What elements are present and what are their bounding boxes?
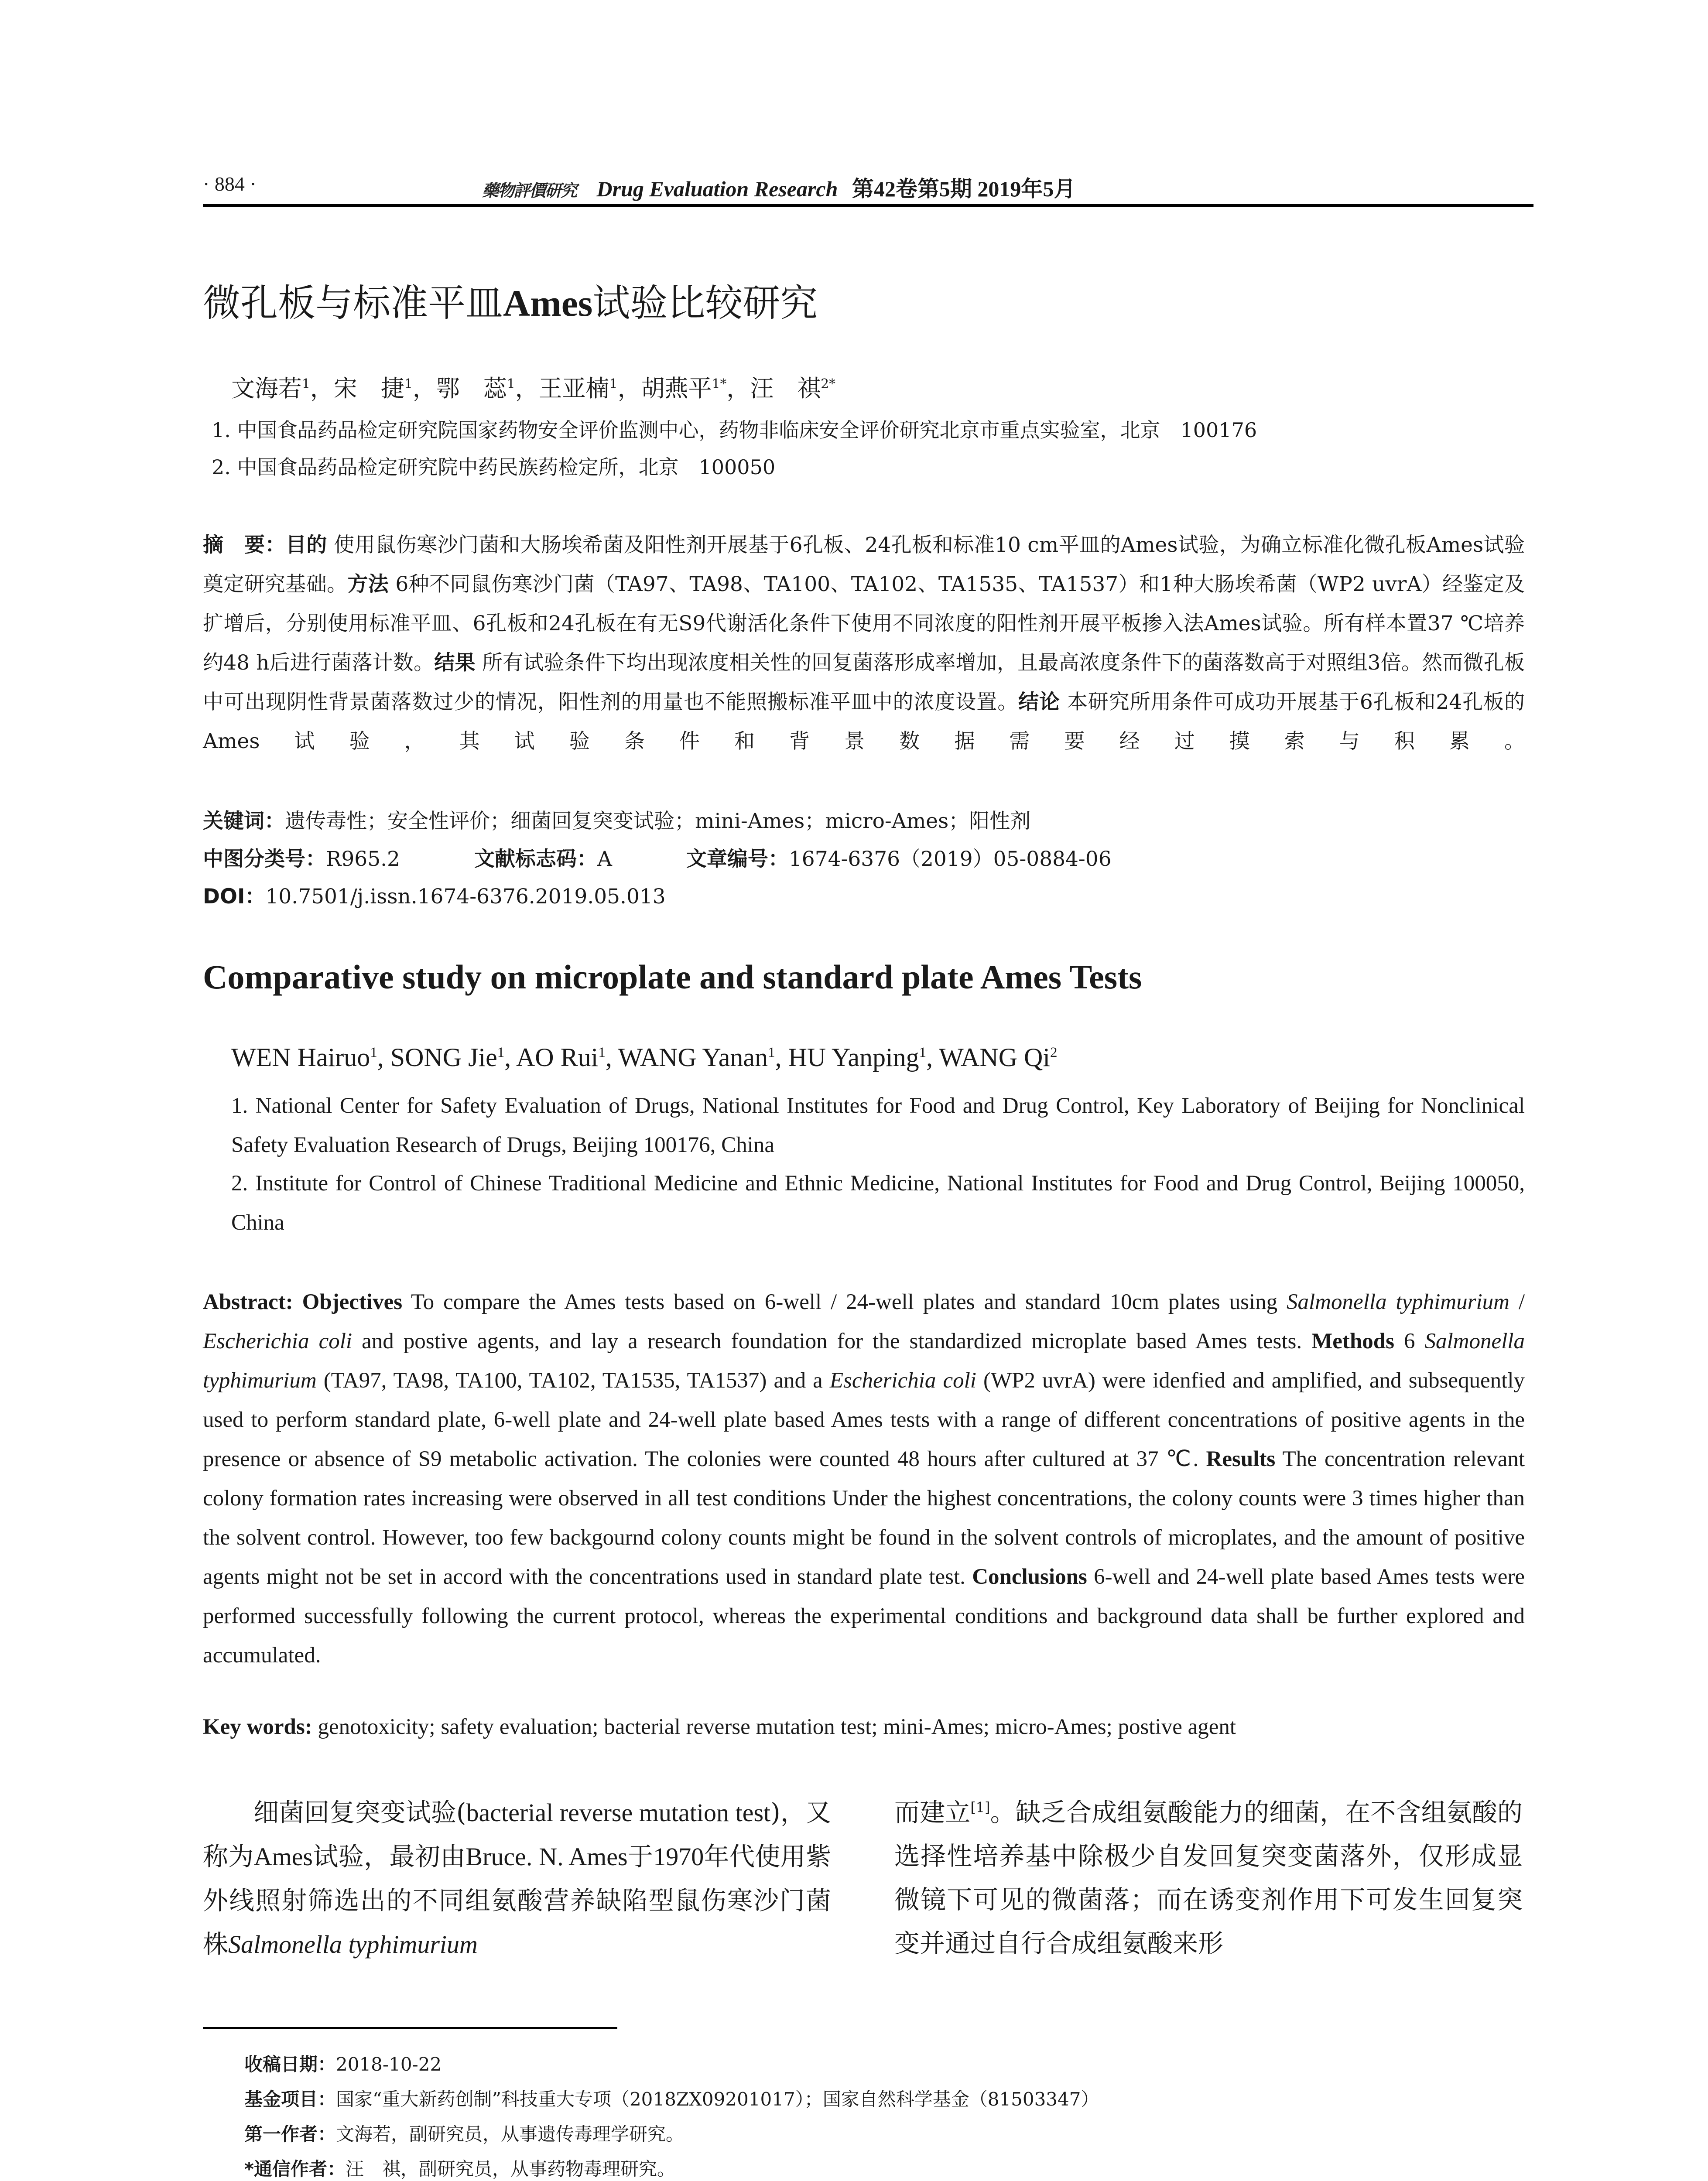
journal-logo: 藥物評價研究	[482, 181, 577, 200]
footnote-rule	[203, 2027, 617, 2029]
keywords-en: Key words: genotoxicity; safety evaluation; bacterial reverse mutation test; mini-Ames; micro-Ames; postive agent	[203, 1715, 1236, 1739]
title-cn: 微孔板与标准平皿Ames试验比较研究	[203, 281, 818, 325]
abstract-en: Abstract: Objectives To compare the Ames tests based on 6-well / 24-well plates and standard 10cm plates using Salmonella typhimurium / Escherichia coli and postive agents, and lay a research foundation for the standardized microplate based Ames tests. Methods 6 Salmonella typhimurium (TA97, TA98, TA100, TA102, TA1535, TA1537) and a Escherichia coli (WP2 uvrA) were idenfied and amplified, and subsequently used to perform standard plate, 6-well plate and 24-well plate based Ames tests with a range of different concentrations of positive agents in the presence or absence of S9 metabolic activation. The colonies were counted 48 hours after cultured at 37 ℃. Results The concentration relevant colony formation rates increasing were observed in all test conditions Under the highest concentrations, the colony counts were 3 times higher than the solvent control. However, too few backgournd colony counts might be found in the solvent controls of microplates, and the amount of positive agents might not be set in accord with the concentrations used in standard plate test. Conclusions 6-well and 24-well plate based Ames tests were performed successfully following the current protocol, whereas the experimental conditions and background data shall be further explored and accumulated.	[203, 1290, 1525, 1668]
journal-name-en: Drug Evaluation Research	[596, 177, 838, 201]
author: 胡燕平	[641, 375, 712, 402]
journal-issue: 第42卷第5期 2019年5月	[852, 177, 1076, 201]
classification-line: 中图分类号：R965.2 文献标志码：A 文章编号：1674-6376（2019）05-0884-06	[203, 847, 1112, 871]
footnote-fund: 基金项目：国家“重大新药创制”科技重大专项（2018ZX09201017）；国家自然科学基金（81503347）	[244, 2089, 1099, 2110]
affiliation-cn-2: 2. 中国食品药品检定研究院中药民族药检定所，北京 100050	[212, 455, 776, 479]
author: 鄂 蕊	[436, 375, 507, 402]
author: 汪 祺	[750, 375, 821, 402]
affiliation-en-2: 2. Institute for Control of Chinese Traditional Medicine and Ethnic Medicine, National Institutes for Food and Drug Control, Beijing 100050, China	[231, 1171, 1525, 1235]
body-column-right: 而建立[1]。缺乏合成组氨酸能力的细菌，在不含组氨酸的选择性培养基中除极少自发回复突变菌落外，仅形成显微镜下可见的微菌落；而在诱变剂作用下可发生回复突变并通过自行合成组氨酸来形	[894, 1798, 1523, 1958]
affiliation-en-1: 1. National Center for Safety Evaluation of Drugs, National Institutes for Food and Drug Control, Key Laboratory of Beijing for Nonclinical Safety Evaluation Research of Drugs, Beijing 100176, China	[231, 1094, 1525, 1157]
footnote-corresponding: *通信作者：汪 祺，副研究员，从事药物毒理研究。	[244, 2158, 675, 2180]
doi: DOI：10.7501/j.issn.1674-6376.2019.05.013	[203, 885, 666, 909]
citation-ref[interactable]: [1]	[970, 1799, 990, 1816]
header-rule	[203, 204, 1533, 207]
footnote-received: 收稿日期：2018-10-22	[244, 2054, 442, 2075]
body-column-left: 细菌回复突变试验(bacterial reverse mutation test)，又称为Ames试验，最初由Bruce. N. Ames于1970年代使用紫外线照射筛选出的不同组氨酸营养缺陷型鼠伤寒沙门菌株Salmonella typhimurium	[203, 1798, 831, 1959]
keywords-cn: 关键词：遗传毒性；安全性评价；细菌回复突变试验；mini-Ames；micro-Ames；阳性剂	[203, 809, 1031, 833]
journal-info	[482, 171, 1075, 203]
author: 宋 捷	[333, 375, 404, 402]
page-number: · 884 ·	[203, 173, 257, 195]
running-header	[203, 172, 1533, 203]
authors-en: WEN Hairuo$^1$, SONG Jie$^1$, AO Rui$^1$, WANG Yanan$^1$, HU Yanping$^1$, WANG Qi$^2$	[231, 1043, 1058, 1072]
abstract-cn: 摘 要：目的 使用鼠伤寒沙门菌和大肠埃希菌及阳性剂开展基于6孔板、24孔板和标准10 cm平皿的Ames试验，为确立标准化微孔板Ames试验奠定研究基础。方法 6种不同鼠伤寒沙门菌（TA97、TA98、TA100、TA102、TA1535、TA1537）和1种大肠埃希菌（WP2 uvrA）经鉴定及扩增后，分别使用标准平皿、6孔板和24孔板在有无S9代谢活化条件下使用不同浓度的阳性剂开展平板掺入法Ames试验。所有样本置37 ℃培养约48 h后进行菌落计数。结果 所有试验条件下均出现浓度相关性的回复菌落形成率增加，且最高浓度条件下的菌落数高于对照组3倍。然而微孔板中可出现阴性背景菌落数过少的情况，阳性剂的用量也不能照搬标准平皿中的浓度设置。结论 本研究所用条件可成功开展基于6孔板和24孔板的Ames试验，其试验条件和背景数据需要经过摸索与积累。	[203, 533, 1525, 753]
author: 王亚楠	[538, 375, 609, 402]
authors-cn: 文海若$^1$，宋 捷$^1$，鄂 蕊$^1$，王亚楠$^1$，胡燕平$^{1*}$，汪 祺$^{2*}$	[231, 375, 836, 402]
footnote-first-author: 第一作者：文海若，副研究员，从事遗传毒理学研究。	[244, 2123, 685, 2145]
author: 文海若	[231, 375, 302, 402]
title-en: Comparative study on microplate and standard plate Ames Tests	[203, 958, 1142, 996]
affiliation-cn-1: 1. 中国食品药品检定研究院国家药物安全评价监测中心，药物非临床安全评价研究北京市重点实验室，北京 100176	[212, 418, 1257, 442]
